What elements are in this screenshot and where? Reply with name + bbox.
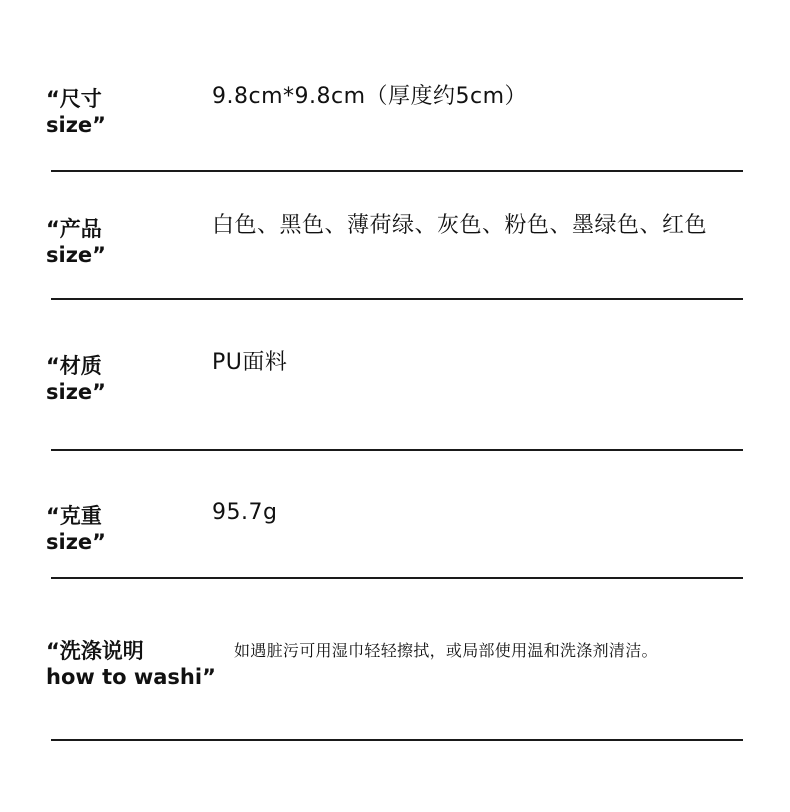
- spec-label-material: [46, 353, 106, 405]
- spec-label-weight: [46, 503, 106, 555]
- spec-label-size: [46, 86, 106, 138]
- spec-value-washing: 如遇脏污可用湿巾轻轻擦拭，或局部使用温和洗涤剂清洁。: [234, 641, 658, 660]
- spec-label-line2: how to washi”: [46, 665, 216, 689]
- spec-value-colors: 白色、黑色、薄荷绿、灰色、粉色、墨绿色、红色: [212, 213, 708, 238]
- spec-label-line1: “洗涤说明: [46, 639, 144, 663]
- spec-label-washing: [46, 638, 216, 690]
- row-divider: [51, 739, 743, 741]
- spec-label-line1: “克重: [46, 504, 102, 528]
- spec-label-line2: size”: [46, 113, 106, 137]
- spec-label-line2: size”: [46, 380, 106, 404]
- row-divider: [51, 170, 743, 172]
- spec-value-size: 9.8cm*9.8cm（厚度约5cm）: [212, 84, 528, 109]
- row-divider: [51, 449, 743, 451]
- spec-label-line1: “材质: [46, 354, 102, 378]
- spec-label-line1: “尺寸: [46, 87, 102, 111]
- spec-value-material: PU面料: [212, 350, 288, 375]
- spec-label-colors: [46, 216, 106, 268]
- row-divider: [51, 298, 743, 300]
- spec-label-line2: size”: [46, 243, 106, 267]
- spec-value-weight: 95.7g: [212, 500, 278, 525]
- spec-label-line1: “产品: [46, 217, 102, 241]
- spec-label-line2: size”: [46, 530, 106, 554]
- row-divider: [51, 577, 743, 579]
